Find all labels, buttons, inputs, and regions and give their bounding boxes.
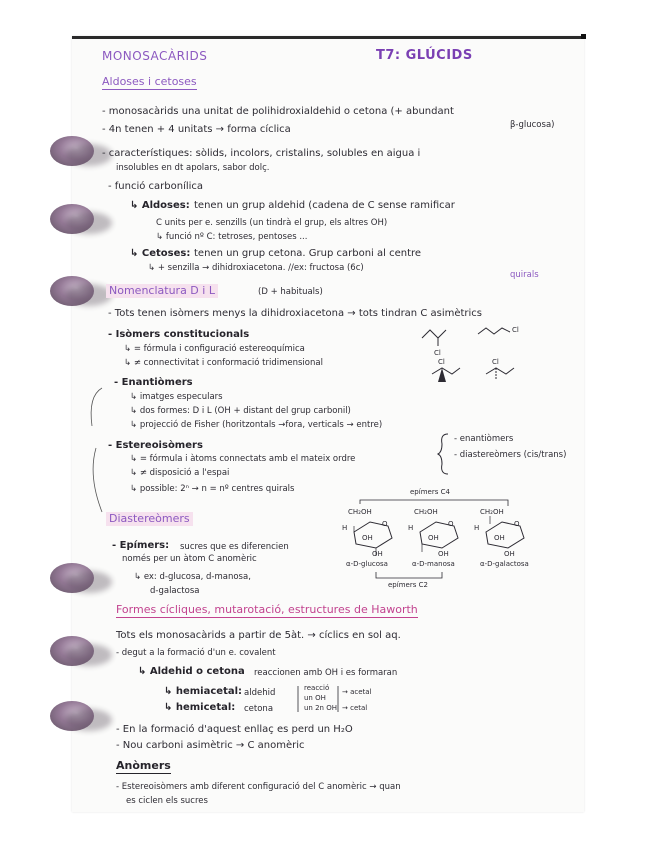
cetoses-line: ↳ + senzilla → dihidroxiacetona. //ex: fructosa (6c): [148, 263, 364, 273]
cl-label: Cl: [492, 358, 499, 366]
oh-label: OH: [494, 534, 505, 542]
spiral-ring: [50, 701, 94, 731]
spiral-ring: [50, 636, 94, 666]
oh-label: OH: [504, 550, 515, 558]
enantiomers-line: ↳ dos formes: D i L (OH + distant del grup carbonil): [130, 406, 351, 416]
acetal-result: → acetal: [342, 688, 372, 696]
connector-arc: [86, 386, 106, 516]
cyclic-line: - Nou carboni asimètric → C anomèric: [116, 740, 305, 751]
stereoisomers-line: ↳ = fórmula i àtoms connectats amb el mateix ordre: [130, 454, 356, 464]
nomenclature-note: (D + habituals): [258, 287, 323, 297]
aldoses-line: C units per e. senzills (un tindrà el grup, els altres OH): [156, 218, 388, 228]
epimers-example: ↳ ex: d-glucosa, d-manosa,: [134, 572, 251, 582]
enantiomers-heading: - Enantiòmers: [114, 377, 193, 388]
o-label: O: [514, 520, 520, 528]
notebook-page: [72, 36, 584, 812]
cyclic-heading: Formes cícliques, mutarotació, estructures de Haworth: [116, 603, 418, 616]
brace-item: - enantiòmers: [454, 434, 514, 444]
constitutional-line: ↳ ≠ connectivitat i conformació tridimensional: [124, 358, 323, 368]
reaction-with: un OH: [304, 694, 326, 702]
spiral-ring: [50, 563, 94, 593]
hemicetal-text: cetona: [244, 704, 274, 714]
ch2oh-label: CH₂OH: [480, 508, 504, 516]
page-title: T7: GLÚCIDS: [376, 48, 473, 63]
characteristics-line: - característiques: sòlids, incolors, cristalins, solubles en aigua i: [102, 148, 421, 159]
stereoisomers-line: ↳ ≠ disposició a l'espai: [130, 468, 230, 478]
epimers-c2-label: epímers C2: [388, 581, 428, 589]
anomers-line: - Estereoisòmers amb diferent configuració del C anomèric → quan: [116, 782, 401, 792]
intro-line: - 4n tenen + 4 unitats → forma cíclica: [102, 124, 291, 135]
cl-label: Cl: [438, 358, 445, 366]
diastereomers-heading: Diastereòmers: [106, 512, 193, 526]
spiral-ring: [50, 204, 94, 234]
cyclic-line: - En la formació d'aquest enllaç es perd un H₂O: [116, 724, 353, 735]
section-title: MONOSACÀRIDS: [102, 49, 208, 63]
oh-label: OH: [362, 534, 373, 542]
nomenclature-heading: Nomenclatura D i L: [106, 284, 218, 298]
h-label: H: [408, 524, 414, 532]
cyclic-line: Tots els monosacàrids a partir de 5àt. → cíclics en sol aq.: [116, 630, 401, 641]
characteristics-line: insolubles en dt apolars, sabor dolç.: [116, 163, 270, 173]
nomenclature-intro: - Tots tenen isòmers menys la dihidroxiacetona → tots tindran C asimètrics: [108, 308, 483, 319]
aldehid-cetona-label: ↳ Aldehid o cetona: [138, 666, 245, 677]
cl-label: Cl: [434, 349, 441, 357]
function-line: - funció carbonílica: [108, 181, 204, 192]
brace: [436, 432, 452, 476]
epimers-c4-label: epímers C4: [410, 488, 450, 496]
intro-note: β-glucosa): [510, 120, 555, 130]
oh-label: OH: [428, 534, 439, 542]
constitutional-heading: - Isòmers constitucionals: [108, 329, 250, 340]
oh-label: OH: [438, 550, 449, 558]
stereoisomers-line: ↳ possible: 2ⁿ → n = nº centres quirals: [130, 484, 295, 494]
h-label: H: [474, 524, 480, 532]
isomer-sketches: [420, 324, 530, 404]
enantiomers-line: ↳ imatges especulars: [130, 392, 223, 402]
intro-line: - monosacàrids una unitat de polihidroxialdehid o cetona (+ abundant: [102, 106, 454, 117]
sugar-name: α-D-manosa: [412, 560, 455, 568]
anomers-heading: Anòmers: [116, 759, 171, 772]
hemiacetal-label: ↳ hemiacetal:: [164, 686, 243, 697]
spiral-ring: [50, 276, 94, 306]
reaction-label: reacció: [304, 684, 330, 692]
o-label: O: [448, 520, 454, 528]
cetoses-label: ↳ Cetoses:: [130, 248, 191, 259]
cl-label: Cl: [512, 326, 519, 334]
stereoisomers-heading: - Estereoisòmers: [108, 440, 203, 451]
cyclic-line: - degut a la formació d'un e. covalent: [116, 648, 276, 658]
sugar-name: α-D-galactosa: [480, 560, 529, 568]
aldoses-text: tenen un grup aldehid (cadena de C sense ramificar: [194, 200, 455, 211]
enantiomers-line: ↳ projecció de Fisher (horitzontals →fora, verticals → entre): [130, 420, 383, 430]
epimers-text: sucres que es diferencien: [180, 542, 289, 552]
cetoses-text: tenen un grup cetona. Grup carboni al centre: [194, 248, 422, 259]
aldehid-cetona-text: reaccionen amb OH i es formaran: [254, 668, 398, 678]
sugar-name: α-D-glucosa: [346, 560, 388, 568]
epimers-label: - Epímers:: [112, 540, 170, 551]
page-corner: [581, 34, 586, 39]
brace-item: - diastereòmers (cis/trans): [454, 450, 567, 460]
reaction-with: un 2n OH: [304, 704, 337, 712]
page-top-edge: [72, 36, 584, 39]
epimers-example: d-galactosa: [150, 586, 200, 596]
spiral-ring: [50, 136, 94, 166]
hemiacetal-text: aldehid: [244, 688, 276, 698]
ch2oh-label: CH₂OH: [348, 508, 372, 516]
o-label: O: [382, 520, 388, 528]
subheading: Aldoses i cetoses: [102, 75, 197, 88]
aldoses-label: ↳ Aldoses:: [130, 200, 190, 211]
ch2oh-label: CH₂OH: [414, 508, 438, 516]
aldoses-line: ↳ funció nº C: tetroses, pentoses ...: [156, 232, 308, 242]
oh-label: OH: [372, 550, 383, 558]
quirality-note: quirals: [510, 270, 539, 280]
constitutional-line: ↳ = fórmula i configuració estereoquímica: [124, 344, 305, 354]
anomers-line: es ciclen els sucres: [126, 796, 208, 806]
hemicetal-label: ↳ hemicetal:: [164, 702, 236, 713]
cetal-result: → cetal: [342, 704, 368, 712]
epimers-line: només per un àtom C anomèric: [122, 554, 257, 564]
h-label: H: [342, 524, 348, 532]
